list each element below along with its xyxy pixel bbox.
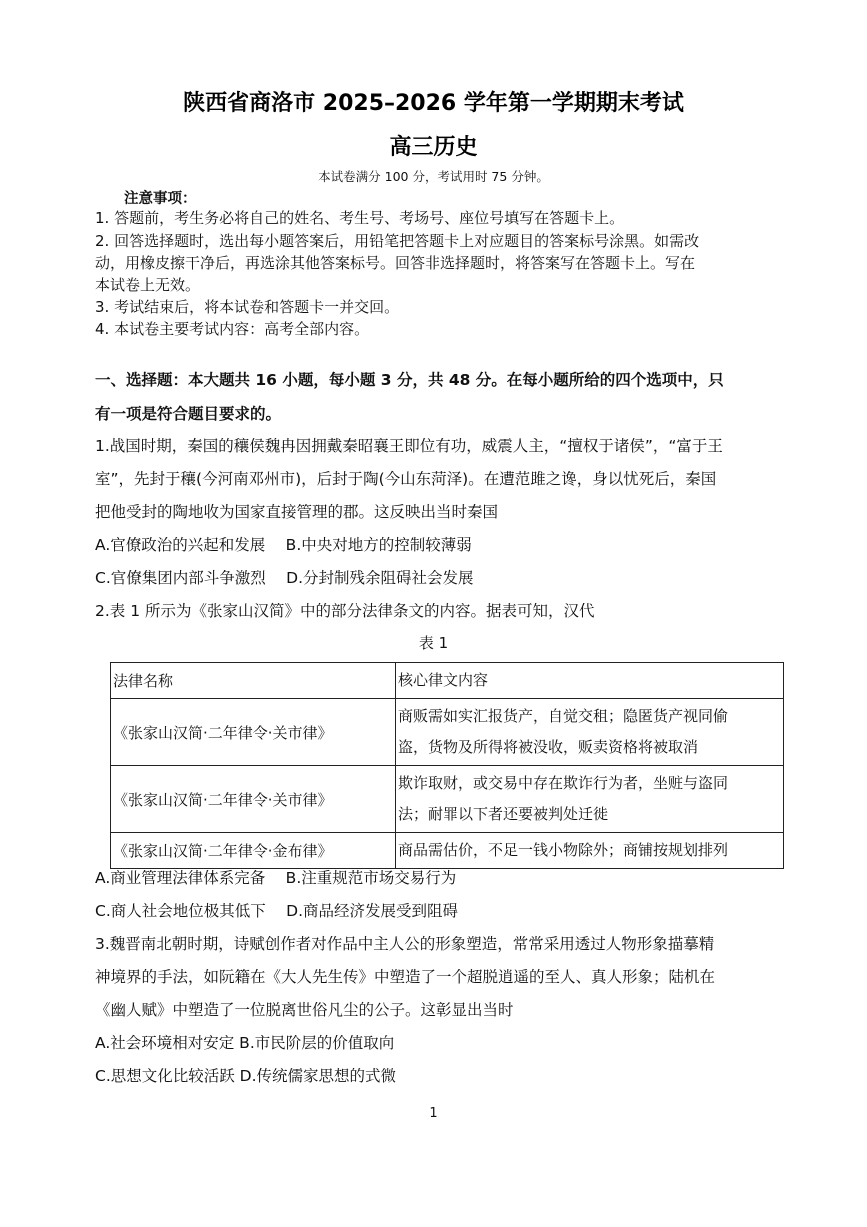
law-table bbox=[110, 662, 784, 869]
section-heading: 一、选择题：本大题共 16 小题，每小题 3 分，共 48 分。在每小题所给的四个选项中，只 bbox=[95, 371, 724, 389]
q1-options: C.官僚集团内部斗争激烈 D.分封制残余阻碍社会发展 bbox=[95, 569, 474, 587]
notice-line: 1. 答题前，考生务必将自己的姓名、考生号、考场号、座位号填写在答题卡上。 bbox=[95, 209, 625, 227]
q3-stem: 神境界的手法，如阮籍在《大人先生传》中塑造了一个超脱逍遥的至人、真人形象；陆机在 bbox=[95, 968, 716, 986]
section-heading-cont: 有一项是符合题目要求的。 bbox=[95, 405, 282, 423]
law-name: 《张家山汉简·二年律令·金布律》 bbox=[111, 833, 396, 869]
law-name: 《张家山汉简·二年律令·关市律》 bbox=[111, 766, 396, 833]
q1-stem: 1.战国时期，秦国的穰侯魏冉因拥戴秦昭襄王即位有功，威震人主，“擅权于诸侯”，“富于王 bbox=[95, 437, 723, 455]
table-header: 法律名称 bbox=[111, 663, 396, 699]
law-name: 《张家山汉简·二年律令·关市律》 bbox=[111, 699, 396, 766]
table-row bbox=[111, 699, 784, 766]
notice-line: 动，用橡皮擦干净后，再选涂其他答案标号。回答非选择题时，将答案写在答题卡上。写在 bbox=[95, 254, 696, 272]
table-row bbox=[111, 766, 784, 833]
q3-options: A.社会环境相对安定 B.市民阶层的价值取向 bbox=[95, 1034, 395, 1052]
table-row bbox=[111, 833, 784, 869]
page-number: 1 bbox=[429, 1106, 438, 1121]
q2-options: C.商人社会地位极其低下 D.商品经济发展受到阻碍 bbox=[95, 902, 459, 920]
notice-line: 4. 本试卷主要考试内容：高考全部内容。 bbox=[95, 320, 370, 338]
q1-stem: 把他受封的陶地收为国家直接管理的郡。这反映出当时秦国 bbox=[95, 503, 499, 521]
q3-stem: 《幽人赋》中塑造了一位脱离世俗凡尘的公子。这彰显出当时 bbox=[95, 1001, 514, 1019]
notice-line: 本试卷上无效。 bbox=[95, 276, 201, 294]
table-caption: 表 1 bbox=[418, 634, 449, 652]
q3-stem: 3.魏晋南北朝时期，诗赋创作者对作品中主人公的形象塑造，常常采用透过人物形象描摹精 bbox=[95, 935, 715, 953]
law-content: 商品需估价，不足一钱小物除外；商铺按规划排列 bbox=[396, 833, 784, 869]
table-header-row bbox=[111, 663, 784, 699]
q2-stem: 2.表 1 所示为《张家山汉简》中的部分法律条文的内容。据表可知，汉代 bbox=[95, 602, 595, 620]
law-content: 商贩需如实汇报货产，自觉交租；隐匿货产视同偷 盗，货物及所得将被没收，贩卖资格将被取消 bbox=[396, 699, 784, 766]
notice-line: 3. 考试结束后，将本试卷和答题卡一并交回。 bbox=[95, 298, 400, 316]
exam-title: 陕西省商洛市 2025–2026 学年第一学期期末考试 bbox=[183, 91, 684, 116]
exam-info: 本试卷满分 100 分，考试用时 75 分钟。 bbox=[318, 169, 549, 184]
table-header: 核心律文内容 bbox=[396, 663, 784, 699]
notice-line: 2. 回答选择题时，选出每小题答案后，用铅笔把答题卡上对应题目的答案标号涂黑。如需改 bbox=[95, 232, 700, 250]
q1-options: A.官僚政治的兴起和发展 B.中央对地方的控制较薄弱 bbox=[95, 536, 472, 554]
notice-heading: 注意事项： bbox=[124, 191, 197, 207]
q2-options: A.商业管理法律体系完备 B.注重规范市场交易行为 bbox=[95, 869, 457, 887]
exam-subject: 高三历史 bbox=[389, 135, 478, 160]
law-content: 欺诈取财，或交易中存在欺诈行为者，坐赃与盗同 法；耐罪以下者还要被判处迁徙 bbox=[396, 766, 784, 833]
q1-stem: 室”，先封于穰(今河南邓州市)，后封于陶(今山东菏泽)。在遭范雎之谗，身以忧死后，秦国 bbox=[95, 470, 717, 488]
q3-options: C.思想文化比较活跃 D.传统儒家思想的式微 bbox=[95, 1067, 397, 1085]
